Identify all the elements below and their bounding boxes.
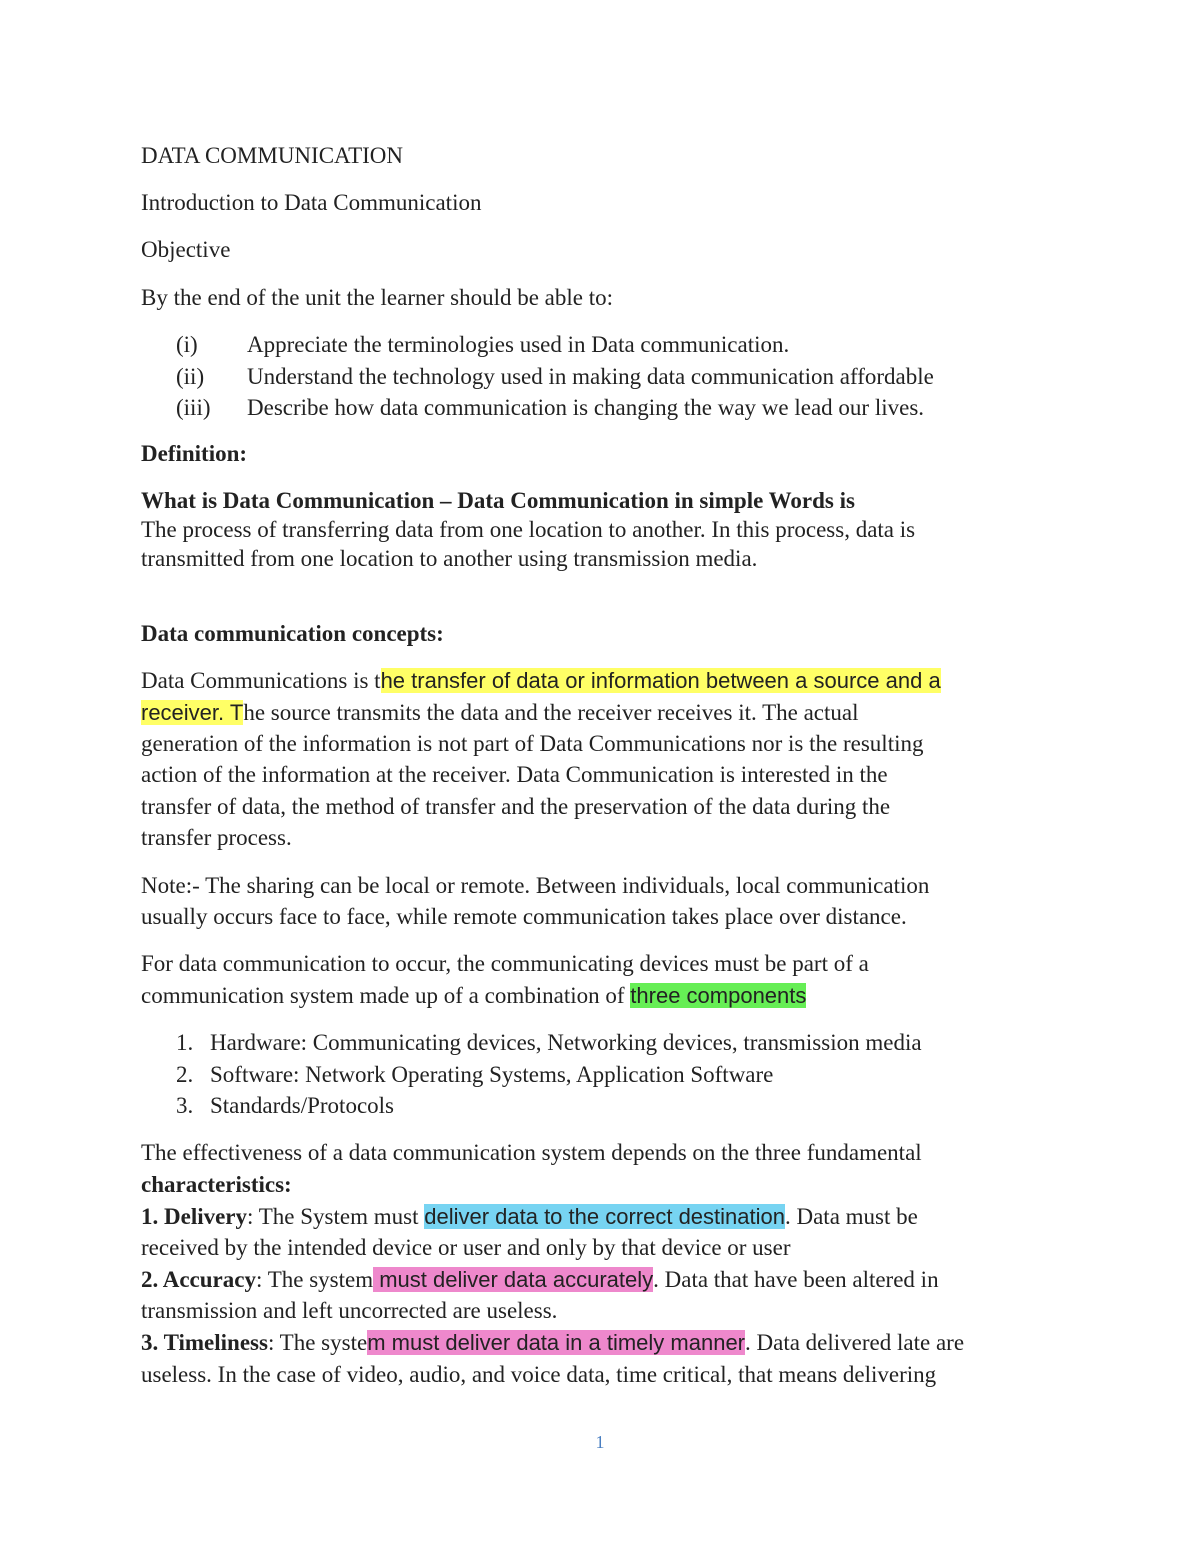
concepts-paragraph-line: transfer of data, the method of transfer and the preservation of the data during the	[141, 794, 891, 819]
concepts-paragraph-line	[141, 665, 941, 697]
highlight-yellow: he transfer of data or information between a source and a	[380, 668, 941, 693]
concepts-paragraph-line: transfer process.	[141, 825, 292, 850]
text-run: . Data must be	[784, 1204, 918, 1229]
component-number: 3.	[176, 1093, 194, 1118]
text-run: . Data delivered late are	[745, 1330, 965, 1355]
objective-number: (ii)	[176, 364, 205, 389]
delivery-line: received by the intended device or user and only by that device or user	[141, 1235, 791, 1260]
highlight-blue: deliver data to the correct destination	[424, 1204, 785, 1229]
components-intro: For data communication to occur, the communicating devices must be part of a	[141, 951, 869, 976]
timeliness-line	[141, 1327, 964, 1359]
highlight-green: three components	[630, 983, 807, 1008]
objective-item: Appreciate the terminologies used in Data communication.	[247, 332, 790, 357]
component-item: Standards/Protocols	[210, 1093, 394, 1118]
concepts-paragraph-line: action of the information at the receiver. Data Communication is interested in the	[141, 762, 888, 787]
objective-intro: By the end of the unit the learner should be able to:	[141, 285, 614, 310]
concepts-paragraph-line	[141, 697, 859, 729]
component-number: 1.	[176, 1030, 194, 1055]
effectiveness-line: The effectiveness of a data communication system depends on the three fundamental	[141, 1140, 922, 1165]
objective-item: Describe how data communication is changing the way we lead our lives.	[247, 395, 925, 420]
note-line: Note:- The sharing can be local or remote. Between individuals, local communication	[141, 873, 930, 898]
delivery-label: 1. Delivery	[141, 1204, 248, 1229]
note-line: usually occurs face to face, while remote communication takes place over distance.	[141, 904, 907, 929]
text-run: : The System must	[247, 1204, 425, 1229]
definition-text: The process of transferring data from one location to another. In this process, data is	[141, 517, 916, 542]
highlight-pink: must deliver data accurately	[373, 1267, 654, 1292]
concepts-heading: Data communication concepts:	[141, 621, 444, 646]
timeliness-label: 3. Timeliness	[141, 1330, 268, 1355]
document-title: DATA COMMUNICATION	[141, 143, 404, 168]
accuracy-line: transmission and left uncorrected are useless.	[141, 1298, 558, 1323]
highlight-yellow: receiver. T	[141, 700, 244, 725]
component-number: 2.	[176, 1062, 194, 1087]
definition-label: Definition:	[141, 441, 248, 466]
objective-item: Understand the technology used in making data communication affordable	[247, 364, 934, 389]
what-is-heading: What is Data Communication – Data Communication in simple Words is	[141, 488, 855, 513]
objective-number: (iii)	[176, 395, 211, 420]
objective-label: Objective	[141, 237, 231, 262]
text-run: : The syste	[267, 1330, 368, 1355]
components-intro	[141, 980, 806, 1012]
delivery-line	[141, 1201, 918, 1233]
text-run: . Data that have been altered in	[653, 1267, 939, 1292]
text-run: he source transmits the data and the receiver receives it. The actual	[243, 700, 859, 725]
definition-text: transmitted from one location to another using transmission media.	[141, 546, 758, 571]
component-item: Software: Network Operating Systems, Application Software	[210, 1062, 774, 1087]
text-run: Data Communications is t	[141, 668, 381, 693]
accuracy-label: 2. Accuracy	[141, 1267, 256, 1292]
component-item: Hardware: Communicating devices, Networking devices, transmission media	[210, 1030, 922, 1055]
accuracy-line	[141, 1264, 939, 1296]
page-number: 1	[595, 1432, 605, 1452]
text-run: communication system made up of a combination of	[141, 983, 631, 1008]
text-run: : The system	[255, 1267, 374, 1292]
timeliness-line: useless. In the case of video, audio, and voice data, time critical, that means delivering	[141, 1362, 937, 1387]
highlight-pink: m must deliver data in a timely manner	[367, 1330, 746, 1355]
objective-number: (i)	[176, 332, 198, 357]
concepts-paragraph-line: generation of the information is not part of Data Communications nor is the resulting	[141, 731, 924, 756]
document-subtitle: Introduction to Data Communication	[141, 190, 482, 215]
characteristics-label: characteristics:	[141, 1172, 292, 1197]
